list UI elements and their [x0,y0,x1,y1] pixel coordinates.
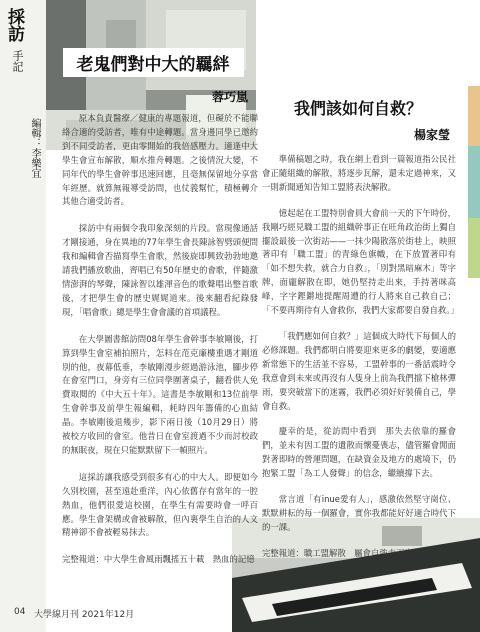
paragraph: 這採訪讓我感受到很多有心的中大人。即便如今久別校園，甚至遠赴重洋，內心依舊存有當年的一腔熱血，他們很愛這校園，在學生有需要時會一呼百應。學生會架構或會被解散，但內裏學生自治的人文精神卻不會被輕易抹去。 [62,471,258,538]
color-tab-orange [468,86,480,146]
right-article-author: 楊家瑩 [413,128,450,142]
full-report-note: 完整報道：中大學生會風雨飄搖五十載 熱血的記憶 [62,554,255,565]
section-label: 採訪 [4,8,24,42]
paragraph: 常言道「有inue愛有人」，感激依然堅守崗位、默默耕耘的每一個羅會，實你我都能好好適合時代下的一課。 [262,494,456,532]
right-article-body [262,153,459,573]
full-report-note: 完整報道：職工盟解散 屬會自強走下崗路 [262,547,422,558]
paragraph: 原本負責醫療／健康的專題報道，但礙於不能聯絡合適的受訪者，唯有中途轉題。當身邊同學已邀約到不同受訪者，更由零開始的我倍感壓力。適逢中大學生會宣布解散，順水推舟轉題。之後情況大變，不同年代的學生會幹事迅速回應，且毫無保留地分享當年經歷。就算無報導受訪問，也仗義幫忙，積極轉介其他合適受訪者。 [62,113,258,207]
paragraph: 「我們應如何自救？」這個成大時代下每個人的必修課題。我們都明白將要迎來更多的劇變，要適應新常態下的生活並不容易，工盟幹事的一番話震時令我意會到未來或再沒有人隻身上前為我們擋下槍林彈雨，要突破當下的迷霧，我們必須好好裝備自己，學會自救。 [262,330,456,411]
color-tab-teal [468,146,480,218]
paragraph: 慶幸的是，從訪問中看到 那失去依靠的羅會們，並未有因工盟的遺散而懷憂喪志，儘管羅會閒面對著即時的營運問題，在缺資金及地方的處境下，仍抱緊工盟「為工人發聲」的信念，繼續撐下去。 [262,426,456,479]
paragraph: 準備稿題之時，我在網上看到一篇報道指公民社會正隨組織的解散，將逐步瓦解，還未定過神來，又一則新聞通知告知工盟將表決解散。 [262,154,456,192]
paragraph: 憶起起在工盟特別會員大會前一天的下午時份，我剛巧經見職工盟的組織幹事正在旺角政治街上獨自擺設最後一次街站——一抹少陽散落於街巷上，映照著印有「職工盟」的青綠色旗幟，在下放置著印有「如不想失救，就合力自救」，「別對黑暗麻木」等字牌，面龐解散在即，她仍堅持走出來，手持著咪高峰，字字鏗鏘地提醒周遭的行人將來自己救自己；「不要再期待有人會救你，我們大家都要自發自救。」 [262,207,459,316]
paragraph: 採訪中有兩個令我印象深刻的片段。當現像通話才剛接通，身在異地的77年學生會長陳詠智劈頭便問我和編輯會否描寫學生會歌，然後旋即興致勃勃地邀請我們播放歌曲，齊唱已有50年歷史的會歌，伴隨激情澎湃的琴聲，陳詠智以雄渾音色的歌聲唱出整首歌後，才把學生會的歷史娓娓道來。後來翻看紀錄發現，「唱會歌」總是學生會會議的首項議程。 [62,223,258,317]
page-number: 04 [14,607,26,617]
paragraph: 在大學圖書館訪問08年學生會幹事李敏剛後，打算到學生會室補拍照片，怎料在范克廉樓重遇才剛道別的他，夜幕低垂，李敏剛漫步經過游泳池，腳步停在會室門口，身旁有三位同學圍著桌子，翻看供人免費取閱的《中大五十年》。這書是李敏剛和13位前學生會幹事及前學生報編輯，耗時四年籌備的心血結晶。李敏剛後退幾步，影下兩日後（10月29日）將被校方收回的會室。他昔日在會室渡過不少而討校政的無眠夜，現在只能默默留下一幀照片。 [62,333,258,455]
color-tab-green [468,218,480,278]
left-article-body [62,112,258,580]
left-article-title: 老鬼們對中大的羈絆 [46,48,260,77]
editor-credit: 編輯：李樂宜 [29,118,40,178]
section-sublabel: 手記 [11,50,24,72]
publication-footer: 大學線月刊 2021年12月 [34,610,135,620]
right-article-title: 我們該如何自救？ [293,99,422,118]
sidebar-band [0,0,46,632]
left-article-author: 蓉巧嵐 [211,90,248,104]
